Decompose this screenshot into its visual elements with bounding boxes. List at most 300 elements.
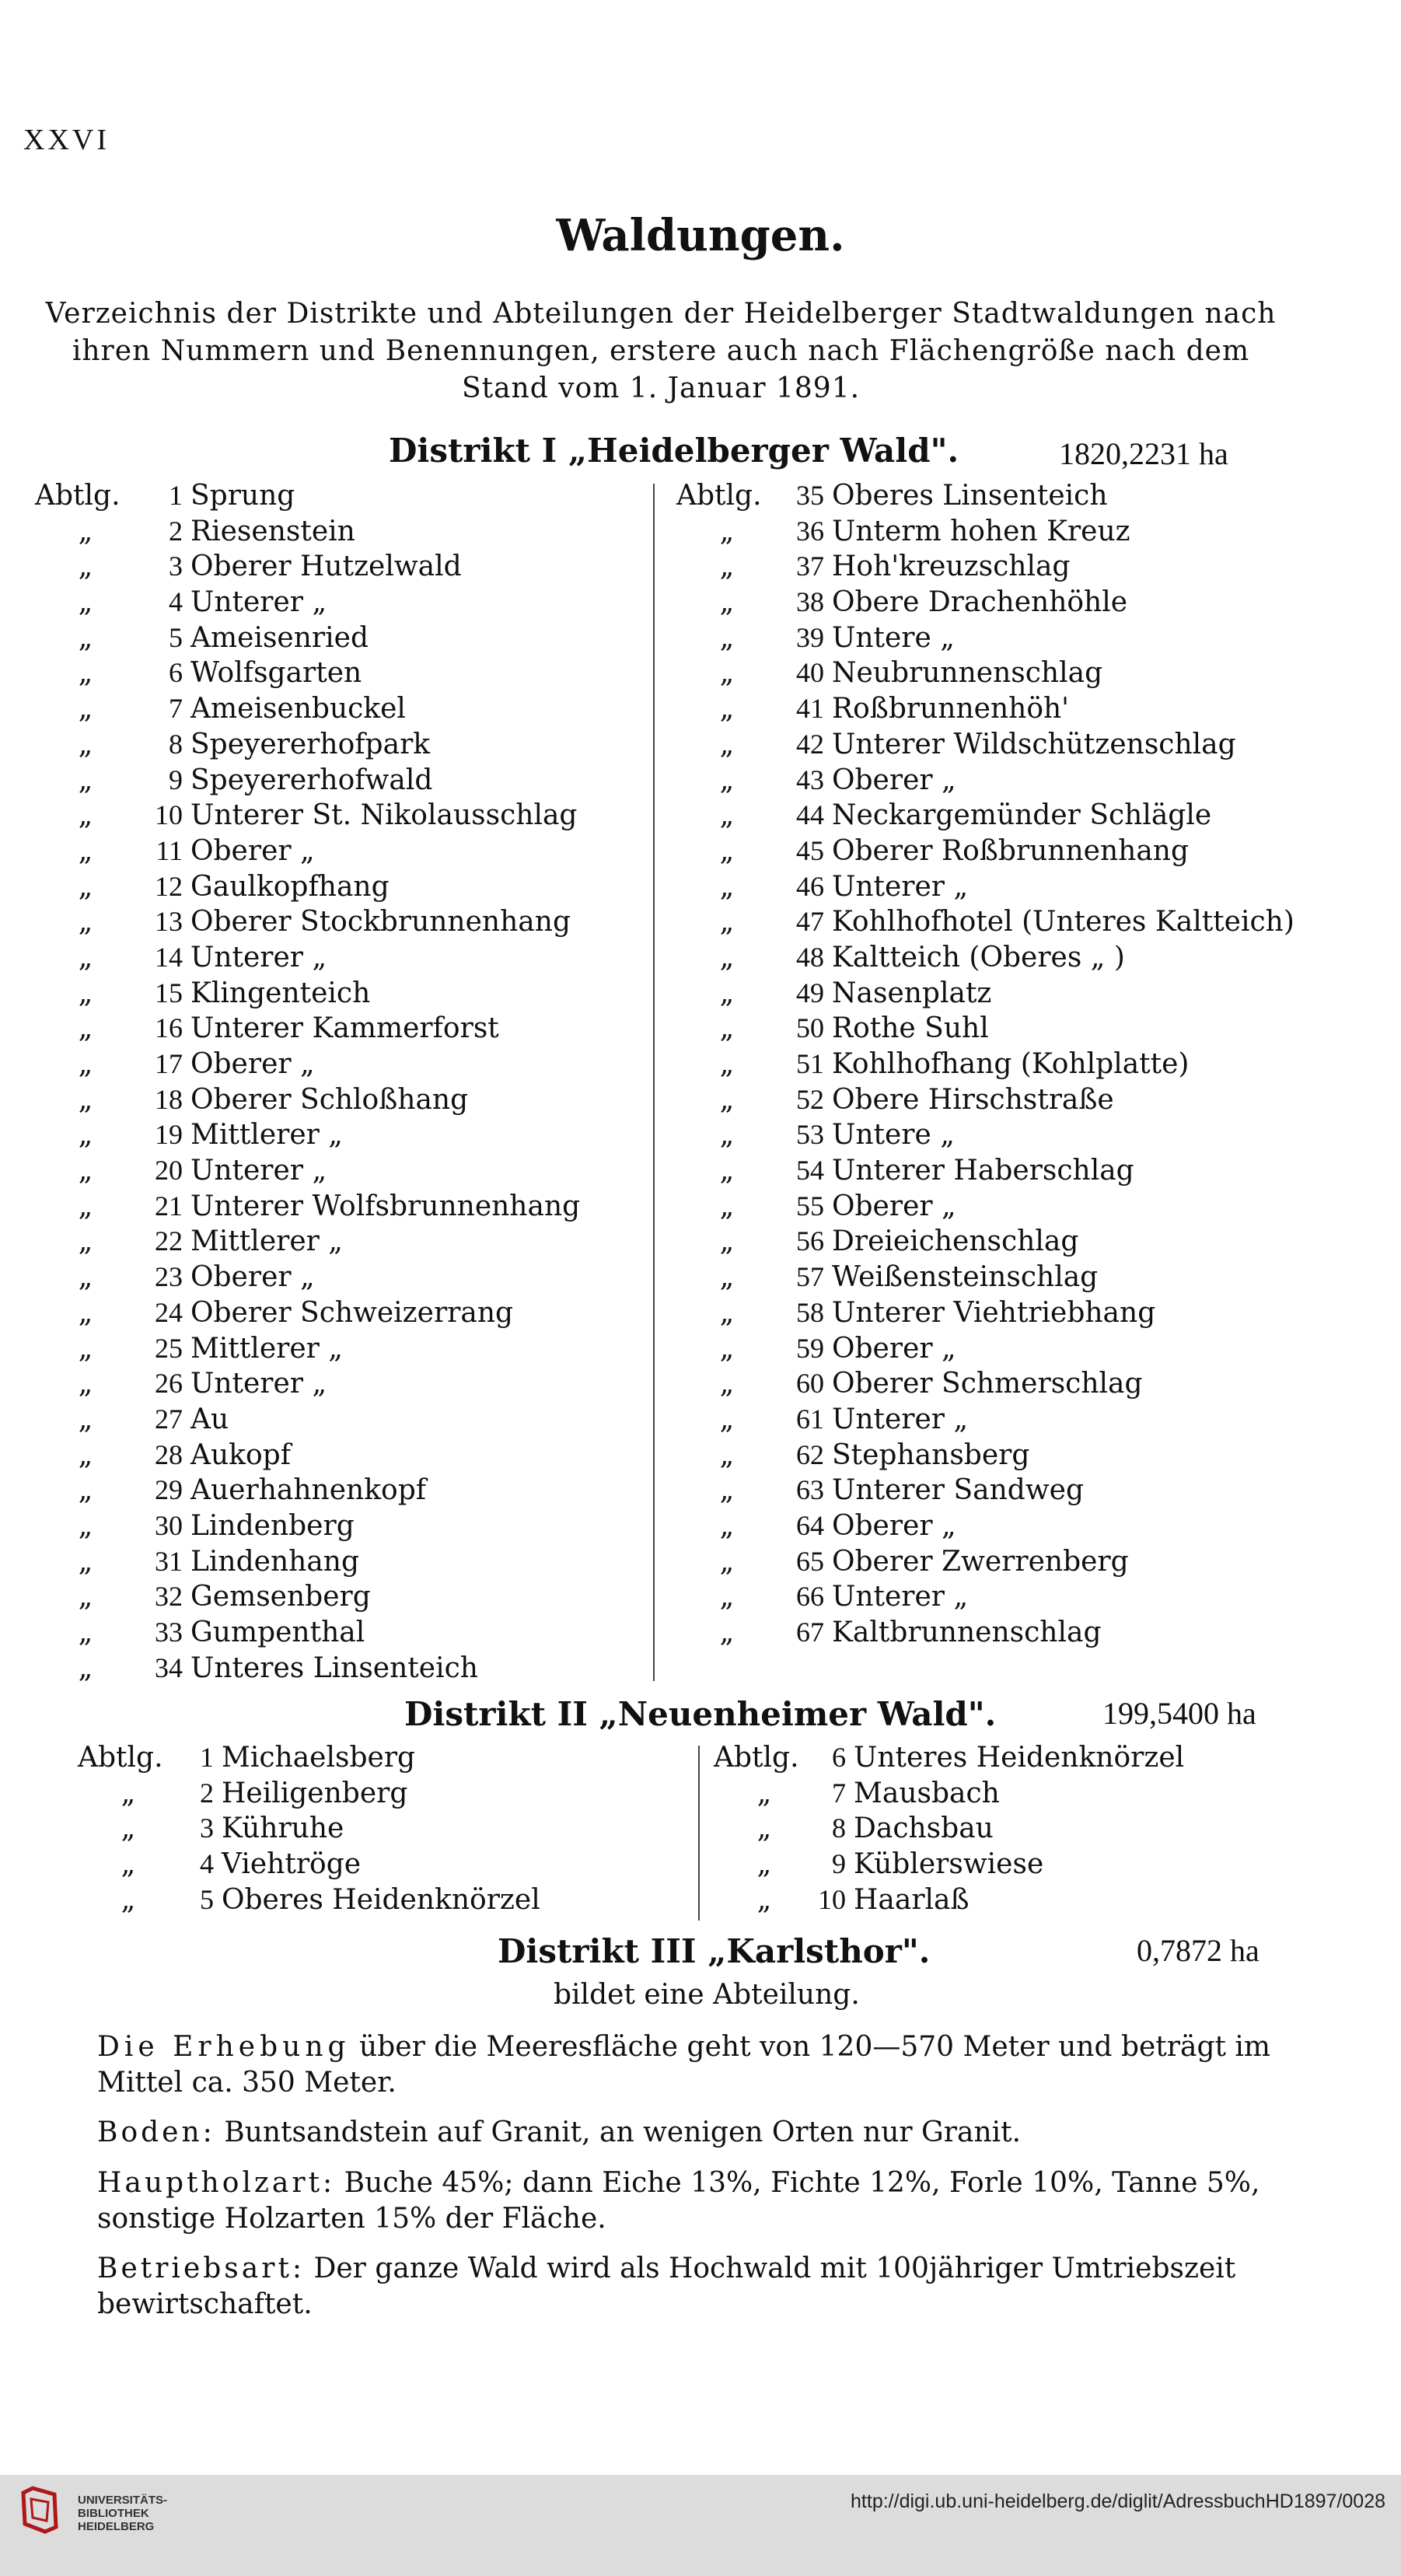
district1-left-column: [35, 478, 649, 1686]
abteilung-number: 10: [818, 1883, 846, 1915]
abteilung-prefix: „: [719, 1368, 735, 1400]
list-item: [35, 1438, 649, 1473]
abteilung-number: 52: [796, 1083, 824, 1115]
abteilung-number: 23: [155, 1261, 183, 1293]
abteilung-number: 55: [796, 1190, 824, 1222]
abteilung-prefix: „: [78, 1617, 93, 1648]
list-item: [676, 1473, 1376, 1508]
abteilung-number: 48: [796, 941, 824, 973]
list-item: [676, 655, 1376, 691]
abteilung-name: Obere Drachenhöhle: [832, 586, 1128, 619]
abteilung-number: 62: [796, 1438, 824, 1470]
list-item: [35, 691, 649, 727]
abteilung-name: Sprung: [190, 480, 295, 512]
abteilung-number: 7: [832, 1777, 846, 1809]
abteilung-number: 32: [155, 1581, 183, 1613]
list-item: [676, 904, 1376, 940]
abteilung-prefix: „: [78, 1190, 93, 1222]
abteilung-number: 51: [796, 1048, 824, 1079]
list-item: [676, 1366, 1376, 1402]
abteilung-number: 42: [796, 728, 824, 760]
abteilung-name: Au: [190, 1403, 229, 1435]
abteilung-prefix: „: [78, 1261, 93, 1294]
abteilung-name: Unterer Viehtriebhang: [832, 1296, 1156, 1329]
abteilung-number: 4: [169, 586, 183, 618]
abteilung-prefix: Abtlg.: [35, 480, 121, 512]
list-item: [35, 904, 649, 940]
list-item: [676, 1615, 1376, 1651]
abteilung-prefix: „: [121, 1812, 136, 1845]
abteilung-number: 38: [796, 586, 824, 618]
abteilung-number: 25: [155, 1332, 183, 1364]
abteilung-number: 66: [796, 1581, 824, 1613]
district2-right-column: [714, 1740, 1382, 1917]
abteilung-prefix: „: [78, 1048, 93, 1080]
abteilung-name: Wolfsgarten: [190, 657, 362, 690]
abteilung-prefix: „: [719, 1261, 735, 1294]
abteilung-number: 15: [155, 977, 183, 1008]
abteilung-name: Unterer „: [190, 1368, 327, 1400]
abteilung-name: Speyererhofpark: [190, 728, 431, 760]
abteilung-prefix: „: [78, 1368, 93, 1400]
boden-text: Buntsandstein auf Granit, an wenigen Orten nur Granit.: [224, 2116, 1022, 2148]
district1-right-column: [676, 478, 1376, 1651]
abteilung-name: Oberer „: [832, 1190, 956, 1222]
abteilung-name: Neckargemünder Schlägle: [832, 799, 1212, 832]
abteilung-number: 39: [796, 621, 824, 653]
abteilung-number: 7: [169, 693, 183, 725]
abteilung-name: Dachsbau: [854, 1812, 994, 1845]
abteilung-name: Mausbach: [854, 1777, 1000, 1809]
abteilung-prefix: „: [719, 764, 735, 796]
abteilung-number: 6: [832, 1742, 846, 1773]
abteilung-name: Auerhahnenkopf: [190, 1474, 427, 1507]
abteilung-prefix: „: [719, 1438, 735, 1471]
page-title: Waldungen.: [556, 210, 845, 261]
abteilung-prefix: „: [78, 1083, 93, 1116]
library-logo-icon: [17, 2485, 61, 2535]
list-item: [676, 763, 1376, 799]
abteilung-number: 19: [155, 1119, 183, 1151]
boden-paragraph: [97, 2115, 1310, 2151]
abteilung-name: Oberer „: [190, 1048, 315, 1080]
list-item: [78, 1740, 684, 1776]
abteilung-name: Haarlaß: [854, 1883, 970, 1916]
abteilung-prefix: „: [78, 1296, 93, 1329]
abteilung-prefix: „: [719, 799, 735, 832]
abteilung-name: Lindenhang: [190, 1545, 360, 1578]
list-item: [676, 620, 1376, 656]
abteilung-prefix: „: [78, 1509, 93, 1542]
abteilung-name: Neubrunnenschlag: [832, 657, 1103, 690]
abteilung-name: Oberer Hutzelwald: [190, 551, 462, 583]
abteilung-prefix: „: [756, 1883, 772, 1916]
abteilung-prefix: „: [719, 1403, 735, 1435]
abteilung-number: 14: [155, 941, 183, 973]
abteilung-number: 40: [796, 657, 824, 689]
list-item: [676, 1579, 1376, 1615]
holzart-text: Buche 45%; dann Eiche 13%, Fichte 12%, Forle 10%, Tanne 5%, sonstige Holzarten 15% der Fläche.: [97, 2167, 1260, 2235]
list-item: [35, 727, 649, 763]
abteilung-prefix: „: [78, 1155, 93, 1187]
abteilung-name: Oberer Schloßhang: [190, 1083, 469, 1116]
abteilung-number: 46: [796, 870, 824, 902]
list-item: [35, 1402, 649, 1438]
abteilung-number: 59: [796, 1332, 824, 1364]
abteilung-number: 64: [796, 1509, 824, 1541]
abteilung-number: 50: [796, 1012, 824, 1044]
district1-heading: Distrikt I „Heidelberger Wald".: [389, 432, 959, 470]
list-item: [676, 1082, 1376, 1118]
abteilung-prefix: „: [78, 1438, 93, 1471]
abteilung-name: Unterer Wildschützenschlag: [832, 728, 1236, 760]
library-line2: BIBLIOTHEK: [78, 2507, 149, 2520]
column-divider: [653, 484, 655, 1681]
abteilung-name: Unterer „: [190, 1155, 327, 1187]
abteilung-number: 29: [155, 1474, 183, 1506]
abteilung-name: Oberes Linsenteich: [832, 480, 1108, 512]
abteilung-name: Unterer Wolfsbrunnenhang: [190, 1190, 581, 1222]
abteilung-prefix: „: [78, 1652, 93, 1684]
abteilung-name: Oberer Stockbrunnenhang: [190, 906, 571, 938]
abteilung-prefix: „: [78, 870, 93, 903]
list-item: [676, 1331, 1376, 1367]
list-item: [714, 1882, 1382, 1918]
list-item: [35, 763, 649, 799]
list-item: [676, 976, 1376, 1012]
abteilung-name: Oberer „: [832, 1332, 956, 1365]
list-item: [35, 1153, 649, 1189]
list-item: [35, 1260, 649, 1295]
list-item: [35, 1082, 649, 1118]
list-item: [676, 514, 1376, 550]
abteilung-prefix: „: [756, 1777, 772, 1809]
abteilung-prefix: „: [78, 693, 93, 725]
abteilung-name: Stephansberg: [832, 1438, 1030, 1471]
abteilung-prefix: „: [78, 1581, 93, 1613]
abteilung-number: 37: [796, 551, 824, 582]
abteilung-prefix: „: [719, 906, 735, 938]
abteilung-number: 10: [155, 799, 183, 831]
list-item: [35, 620, 649, 656]
abteilung-prefix: „: [719, 1509, 735, 1542]
list-item: [35, 1011, 649, 1047]
list-item: [35, 1579, 649, 1615]
abteilung-prefix: „: [78, 799, 93, 832]
abteilung-name: Gemsenberg: [190, 1581, 371, 1613]
abteilung-name: Lindenberg: [190, 1509, 355, 1542]
abteilung-prefix: „: [78, 834, 93, 867]
abteilung-prefix: „: [719, 1545, 735, 1578]
abteilung-name: Gumpenthal: [190, 1617, 365, 1648]
list-item: [676, 691, 1376, 727]
list-item: [676, 834, 1376, 869]
abteilung-prefix: „: [78, 1474, 93, 1507]
list-item: [676, 1011, 1376, 1047]
abteilung-name: Unterer „: [832, 1581, 969, 1613]
abteilung-name: Mittlerer „: [190, 1225, 343, 1258]
abteilung-number: 41: [796, 693, 824, 725]
betrieb-text: Der ganze Wald wird als Hochwald mit 100jähriger Umtriebszeit bewirtschaftet.: [97, 2253, 1236, 2320]
list-item: [35, 1508, 649, 1544]
abteilung-prefix: „: [719, 657, 735, 690]
abteilung-name: Unteres Heidenknörzel: [854, 1742, 1185, 1774]
abteilung-name: Untere „: [832, 621, 955, 654]
abteilung-prefix: „: [121, 1883, 136, 1916]
abteilung-name: Küblerswiese: [854, 1848, 1044, 1881]
source-url-link[interactable]: http://digi.ub.uni-heidelberg.de/diglit/AdressbuchHD1897/0028: [851, 2490, 1385, 2512]
abteilung-name: Viehtröge: [222, 1848, 362, 1881]
abteilung-number: 31: [155, 1545, 183, 1577]
list-item: [676, 1224, 1376, 1260]
abteilung-number: 8: [832, 1812, 846, 1844]
abteilung-number: 28: [155, 1438, 183, 1470]
abteilung-prefix: Abtlg.: [78, 1742, 163, 1774]
intro-text: Verzeichnis der Distrikte und Abteilungen der Heidelberger Stadtwaldungen nach ihren Nummern und Benennungen, erstere auch nach Flächengröße nach dem Stand vom 1. Januar 1891.: [45, 298, 1277, 404]
abteilung-number: 8: [169, 728, 183, 760]
list-item: [35, 1117, 649, 1153]
list-item: [676, 940, 1376, 976]
abteilung-number: 57: [796, 1261, 824, 1293]
abteilung-prefix: „: [756, 1812, 772, 1845]
list-item: [35, 514, 649, 550]
abteilung-number: 5: [200, 1883, 214, 1915]
district2-area: 199,5400 ha: [1102, 1696, 1256, 1731]
list-item: [35, 549, 649, 585]
abteilung-prefix: „: [719, 1083, 735, 1116]
list-item: [35, 869, 649, 905]
abteilung-prefix: „: [719, 1581, 735, 1613]
abteilung-prefix: „: [78, 586, 93, 619]
abteilung-name: Unterer Sandweg: [832, 1474, 1084, 1507]
abteilung-name: Untere „: [832, 1119, 955, 1152]
abteilung-number: 65: [796, 1545, 824, 1577]
abteilung-name: Unterer „: [190, 586, 327, 619]
abteilung-prefix: „: [719, 1332, 735, 1365]
abteilung-prefix: „: [121, 1848, 136, 1881]
list-item: [714, 1811, 1382, 1847]
list-item: [78, 1882, 684, 1918]
abteilung-prefix: „: [78, 657, 93, 690]
abteilung-name: Oberer Roßbrunnenhang: [832, 834, 1190, 867]
abteilung-number: 5: [169, 621, 183, 653]
abteilung-prefix: „: [719, 1190, 735, 1222]
list-item: [676, 1189, 1376, 1225]
abteilung-name: Unterer Haberschlag: [832, 1155, 1134, 1187]
list-item: [35, 655, 649, 691]
district3-area: 0,7872 ha: [1137, 1933, 1260, 1968]
abteilung-prefix: „: [719, 1474, 735, 1507]
list-item: [676, 478, 1376, 514]
list-item: [35, 1224, 649, 1260]
abteilung-number: 27: [155, 1403, 183, 1435]
betrieb-label: Betriebsart:: [97, 2253, 306, 2284]
abteilung-number: 49: [796, 977, 824, 1008]
abteilung-number: 18: [155, 1083, 183, 1115]
abteilung-name: Unterm hohen Kreuz: [832, 515, 1130, 547]
erhebung-text: über die Meeresfläche geht von 120—570 Meter und beträgt im Mittel ca. 350 Meter.: [97, 2031, 1271, 2099]
abteilung-name: Gaulkopfhang: [190, 870, 390, 903]
holzart-paragraph: [97, 2165, 1310, 2237]
library-line3: HEIDELBERG: [78, 2520, 155, 2533]
abteilung-name: Hoh'kreuzschlag: [832, 551, 1071, 583]
betrieb-paragraph: [97, 2251, 1310, 2323]
list-item: [676, 1117, 1376, 1153]
abteilung-number: 2: [169, 515, 183, 547]
abteilung-number: 22: [155, 1225, 183, 1257]
abteilung-prefix: „: [78, 1545, 93, 1578]
abteilung-number: 53: [796, 1119, 824, 1151]
abteilung-name: Oberer Schmerschlag: [832, 1368, 1143, 1400]
abteilung-number: 3: [169, 551, 183, 582]
abteilung-prefix: „: [78, 1119, 93, 1152]
abteilung-name: Oberer „: [190, 1261, 315, 1294]
district2-heading: Distrikt II „Neuenheimer Wald".: [404, 1695, 997, 1733]
abteilung-number: 45: [796, 834, 824, 866]
list-item: [676, 727, 1376, 763]
abteilung-number: 1: [169, 480, 183, 511]
erhebung-paragraph: [97, 2029, 1310, 2101]
abteilung-prefix: „: [719, 1296, 735, 1329]
list-item: [676, 585, 1376, 620]
list-item: [35, 834, 649, 869]
library-name: [78, 2494, 167, 2533]
abteilung-prefix: „: [719, 941, 735, 973]
abteilung-name: Rothe Suhl: [832, 1012, 989, 1045]
abteilung-number: 26: [155, 1368, 183, 1400]
list-item: [676, 1402, 1376, 1438]
abteilung-number: 11: [155, 834, 183, 866]
abteilung-number: 9: [832, 1848, 846, 1880]
abteilung-prefix: „: [719, 1048, 735, 1080]
abteilung-prefix: „: [719, 834, 735, 867]
abteilung-prefix: „: [78, 621, 93, 654]
abteilung-name: Weißensteinschlag: [832, 1261, 1099, 1294]
district3-note: bildet eine Abteilung.: [554, 1979, 860, 2011]
abteilung-number: 35: [796, 480, 824, 511]
list-item: [35, 798, 649, 834]
abteilung-name: Speyererhofwald: [190, 764, 433, 796]
abteilung-prefix: „: [78, 1225, 93, 1258]
abteilung-prefix: „: [719, 1617, 735, 1648]
abteilung-prefix: „: [78, 515, 93, 547]
abteilung-prefix: „: [78, 764, 93, 796]
abteilung-prefix: „: [719, 1225, 735, 1258]
abteilung-number: 43: [796, 764, 824, 795]
abteilung-name: Unteres Linsenteich: [190, 1652, 478, 1684]
abteilung-name: Kaltteich (Oberes „ ): [832, 941, 1125, 973]
abteilung-prefix: „: [78, 906, 93, 938]
abteilung-number: 34: [155, 1652, 183, 1683]
abteilung-name: Kohlhofhang (Kohlplatte): [832, 1048, 1190, 1080]
list-item: [78, 1811, 684, 1847]
abteilung-name: Heiligenberg: [222, 1777, 408, 1809]
abteilung-number: 54: [796, 1155, 824, 1187]
abteilung-number: 44: [796, 799, 824, 831]
abteilung-number: 4: [200, 1848, 214, 1880]
abteilung-prefix: „: [719, 1155, 735, 1187]
abteilung-name: Oberer Zwerrenberg: [832, 1545, 1129, 1578]
abteilung-number: 3: [200, 1812, 214, 1844]
abteilung-name: Ameisenried: [190, 621, 369, 654]
abteilung-name: Unterer „: [190, 941, 327, 973]
holzart-label: Hauptholzart:: [97, 2167, 336, 2199]
abteilung-prefix: „: [719, 515, 735, 547]
list-item: [676, 1047, 1376, 1082]
abteilung-name: Oberes Heidenknörzel: [222, 1883, 540, 1916]
abteilung-prefix: „: [756, 1848, 772, 1881]
abteilung-name: Unterer „: [832, 1403, 969, 1435]
list-item: [714, 1847, 1382, 1882]
abteilung-name: Aukopf: [190, 1438, 292, 1471]
abteilung-number: 21: [155, 1190, 183, 1222]
abteilung-number: 17: [155, 1048, 183, 1079]
list-item: [676, 1544, 1376, 1580]
district3-heading: Distrikt III „Karlsthor".: [498, 1932, 931, 1970]
list-item: [676, 1260, 1376, 1295]
abteilung-name: Oberer Schweizerrang: [190, 1296, 514, 1329]
abteilung-name: Oberer „: [832, 764, 956, 796]
abteilung-number: 9: [169, 764, 183, 795]
abteilung-number: 30: [155, 1509, 183, 1541]
page-number: XXVI: [23, 124, 110, 156]
district1-area: 1820,2231 ha: [1059, 436, 1228, 471]
erhebung-label: Die Erhebung: [97, 2031, 351, 2063]
abteilung-prefix: „: [719, 870, 735, 903]
list-item: [676, 869, 1376, 905]
abteilung-name: Ameisenbuckel: [190, 693, 406, 725]
list-item: [676, 1508, 1376, 1544]
abteilung-prefix: „: [78, 1012, 93, 1045]
abteilung-number: 33: [155, 1617, 183, 1648]
abteilung-name: Nasenplatz: [832, 977, 992, 1009]
abteilung-name: Oberer „: [190, 834, 315, 867]
abteilung-number: 12: [155, 870, 183, 902]
list-item: [35, 1366, 649, 1402]
list-item: [35, 1295, 649, 1331]
abteilung-number: 36: [796, 515, 824, 547]
list-item: [676, 1438, 1376, 1473]
abteilung-name: Mittlerer „: [190, 1332, 343, 1365]
abteilung-prefix: „: [78, 977, 93, 1009]
abteilung-name: Kohlhofhotel (Unteres Kaltteich): [832, 906, 1294, 938]
abteilung-prefix: „: [78, 941, 93, 973]
boden-label: Boden:: [97, 2116, 215, 2148]
list-item: [35, 1473, 649, 1508]
abteilung-prefix: „: [719, 551, 735, 583]
list-item: [676, 549, 1376, 585]
abteilung-number: 58: [796, 1296, 824, 1328]
list-item: [35, 1544, 649, 1580]
abteilung-prefix: „: [719, 977, 735, 1009]
abteilung-number: 6: [169, 657, 183, 689]
list-item: [78, 1847, 684, 1882]
abteilung-prefix: „: [121, 1777, 136, 1809]
list-item: [35, 585, 649, 620]
list-item: [35, 940, 649, 976]
column-divider: [698, 1746, 700, 1921]
abteilung-number: 20: [155, 1155, 183, 1187]
list-item: [35, 1189, 649, 1225]
abteilung-prefix: „: [719, 728, 735, 760]
abteilung-prefix: „: [78, 1403, 93, 1435]
abteilung-prefix: „: [719, 621, 735, 654]
abteilung-number: 61: [796, 1403, 824, 1435]
abteilung-number: 63: [796, 1474, 824, 1506]
list-item: [35, 1047, 649, 1082]
abteilung-number: 24: [155, 1296, 183, 1328]
abteilung-name: Unterer Kammerforst: [190, 1012, 499, 1045]
